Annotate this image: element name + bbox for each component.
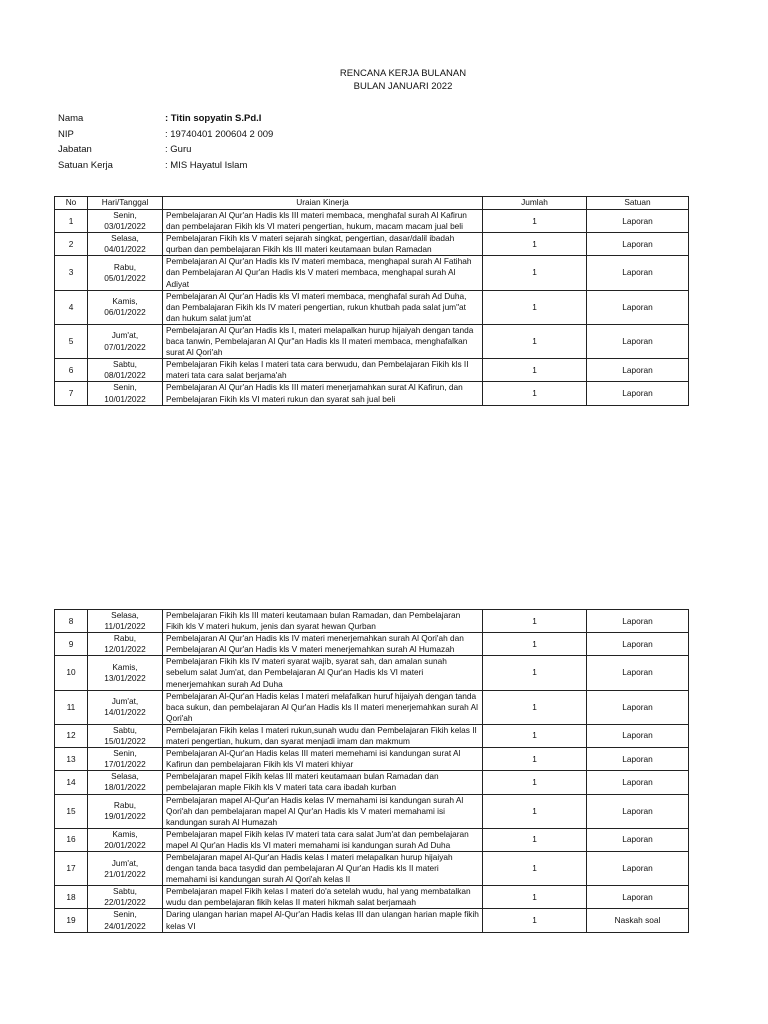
row-day: Kamis, (112, 661, 138, 672)
identity-label: NIP (58, 128, 74, 140)
row-number: 5 (55, 324, 88, 358)
row-description: Daring ulangan harian mapel Al-Qur'an Hadis kelas III dan ulangan harian maple fikih kelas VI (163, 909, 483, 932)
identity-row-jabatan (58, 142, 273, 158)
identity-label: Jabatan (58, 144, 92, 155)
table-row (55, 290, 689, 324)
row-day: Jum'at, (111, 330, 139, 341)
row-quantity: 1 (483, 256, 587, 290)
row-quantity: 1 (483, 382, 587, 405)
row-unit: Laporan (587, 324, 689, 358)
row-description: Pembelajaran Al Qur'an Hadis kls I, materi melapalkan hurup hijaiyah dengan tanda baca tanwin, Pembelajaran Al Qur"an Hadis kls II materi membaca, menghafalkan surat Al Qori'ah (163, 324, 483, 358)
column-header-quantity: Jumlah (483, 197, 587, 210)
row-day-date (88, 656, 163, 690)
table-row (55, 828, 689, 851)
row-date: 22/01/2022 (104, 897, 146, 908)
row-unit: Laporan (587, 690, 689, 724)
row-unit: Laporan (587, 633, 689, 656)
row-unit: Laporan (587, 886, 689, 909)
row-date: 07/01/2022 (104, 341, 146, 352)
document-title: RENCANA KERJA BULANAN (339, 68, 467, 79)
table-row (55, 656, 689, 690)
row-number: 9 (55, 633, 88, 656)
row-unit: Laporan (587, 794, 689, 828)
row-description: Pembelajaran Fikih kelas I materi rukun,sunah wudu dan Pembelajaran Fikih kelas II materi pengertian, hukum, dan syarat menjadi imam dan makmum (163, 724, 483, 747)
row-date: 19/01/2022 (104, 811, 146, 822)
row-unit: Laporan (587, 233, 689, 256)
row-date: 06/01/2022 (104, 307, 146, 318)
row-description: Pembelajaran mapel Fikih kelas IV materi tata cara salat Jum'at dan pembelajaran mapel Al Qur'an Hadis kls VI materi memahami isi kandungan surah Ad Duha (163, 828, 483, 851)
table-header-row (55, 197, 689, 210)
row-day: Sabtu, (113, 886, 137, 897)
row-quantity: 1 (483, 771, 587, 794)
row-date: 11/01/2022 (104, 621, 146, 632)
row-description: Pembelajaran Al Qur'an Hadis kls III materi membaca, menghafal surah Al Kafirun dan pembelajaran Fikih kls VI materi pengertian, hukum, macam macam jual beli (163, 210, 483, 233)
table-row (55, 382, 689, 405)
identity-row-nama (58, 111, 273, 127)
row-number: 15 (55, 794, 88, 828)
row-date: 14/01/2022 (104, 707, 146, 718)
table-row (55, 690, 689, 724)
row-day: Selasa, (111, 771, 139, 782)
table-row (55, 771, 689, 794)
row-quantity: 1 (483, 886, 587, 909)
column-header-unit: Satuan (587, 197, 689, 210)
row-quantity: 1 (483, 633, 587, 656)
row-day: Selasa, (111, 233, 139, 244)
row-description: Pembelajaran Fikih kls III materi keutamaan bulan Ramadan, dan Pembelajaran Fikih kls V materi hukum, jenis dan syarat hewan Qurban (163, 610, 483, 633)
identity-value: : Guru (165, 144, 192, 155)
row-date: 04/01/2022 (104, 244, 146, 255)
row-date: 20/01/2022 (104, 839, 146, 850)
identity-label: Nama (58, 113, 84, 124)
row-day-date (88, 633, 163, 656)
row-unit: Laporan (587, 256, 689, 290)
row-day: Jum'at, (111, 857, 139, 868)
row-description: Pembelajaran mapel Fikih kelas I materi do'a setelah wudu, hal yang membatalkan wudu dan pembelajaran fikih kelas II materi hikmah salat berjamaah (163, 886, 483, 909)
row-description: Pembelajaran Fikih kls IV materi syarat wajib, syarat sah, dan amalan sunah sebelum salat Jum'at, dan Pembelajaran Al Qur'an Hadis kls VI materi menerjemahkan surah Ad Duha (163, 656, 483, 690)
row-date: 03/01/2022 (104, 221, 146, 232)
row-number: 1 (55, 210, 88, 233)
row-date: 24/01/2022 (104, 920, 146, 931)
row-quantity: 1 (483, 233, 587, 256)
work-plan-table-page-2 (54, 609, 689, 933)
row-day-date (88, 771, 163, 794)
row-quantity: 1 (483, 851, 587, 885)
table-row (55, 324, 689, 358)
row-day-date (88, 290, 163, 324)
row-day-date (88, 724, 163, 747)
row-number: 18 (55, 886, 88, 909)
row-date: 10/01/2022 (104, 393, 146, 404)
row-quantity: 1 (483, 324, 587, 358)
row-day: Senin, (113, 748, 137, 759)
row-quantity: 1 (483, 909, 587, 932)
row-description: Pembelajaran Fikih kls V materi sejarah singkat, pengertian, dasar/dalil ibadah qurban dan pembelajaran Fikih kls III materi keutamaan bulan Ramadan (163, 233, 483, 256)
row-quantity: 1 (483, 290, 587, 324)
row-day: Sabtu, (113, 359, 137, 370)
row-unit: Laporan (587, 851, 689, 885)
row-day: Senin, (113, 909, 137, 920)
row-number: 3 (55, 256, 88, 290)
row-quantity: 1 (483, 828, 587, 851)
row-day-date (88, 382, 163, 405)
row-description: Pembelajaran mapel Fikih kelas III materi keutamaan bulan Ramadan dan pembelajaran maple Fikih kls V materi tata cara ibadah kurban (163, 771, 483, 794)
row-description: Pembelajaran mapel Al-Qur'an Hadis kelas I materi melapalkan hurup hijaiyah dengan tanda baca tasydid dan pembelajaran Al Qur'an Hadis kls II materi memahami isi kandungan surah Al Qori'ah kelas II (163, 851, 483, 885)
row-unit: Laporan (587, 610, 689, 633)
row-number: 17 (55, 851, 88, 885)
row-quantity: 1 (483, 724, 587, 747)
row-number: 6 (55, 359, 88, 382)
row-day: Rabu, (113, 800, 137, 811)
row-day: Rabu, (113, 261, 137, 272)
identity-value: : 19740401 200604 2 009 (165, 128, 274, 140)
row-unit: Laporan (587, 290, 689, 324)
row-quantity: 1 (483, 656, 587, 690)
row-number: 14 (55, 771, 88, 794)
row-number: 8 (55, 610, 88, 633)
row-description: Pembelajaran Al Qur'an Hadis kls VI materi membaca, menghafal surah Ad Duha, dan Pembalajaran Fikih kls IV materi pengertian, rukun khutbah pada salat jum"at dan hukum salat jum'at (163, 290, 483, 324)
row-number: 7 (55, 382, 88, 405)
table-row (55, 610, 689, 633)
table-row (55, 794, 689, 828)
row-day: Sabtu, (113, 724, 137, 735)
row-unit: Laporan (587, 382, 689, 405)
row-day-date (88, 359, 163, 382)
row-description: Pembelajaran mapel Al-Qur'an Hadis kelas IV memahami isi kandungan surah Al Qori'ah dan pembelajaran mapel Al Qur'an Hadis kls V materi memahami isi kandungan surah Al Humazah (163, 794, 483, 828)
table-row (55, 724, 689, 747)
row-number: 11 (55, 690, 88, 724)
row-unit: Laporan (587, 771, 689, 794)
row-date: 05/01/2022 (104, 273, 146, 284)
row-unit: Laporan (587, 748, 689, 771)
row-number: 16 (55, 828, 88, 851)
row-number: 19 (55, 909, 88, 932)
row-quantity: 1 (483, 748, 587, 771)
row-date: 12/01/2022 (104, 644, 146, 655)
table-row (55, 633, 689, 656)
work-plan-table-page-1 (54, 196, 689, 406)
row-date: 08/01/2022 (104, 370, 146, 381)
row-number: 13 (55, 748, 88, 771)
row-day-date (88, 909, 163, 932)
identity-block (58, 111, 273, 173)
row-quantity: 1 (483, 794, 587, 828)
row-description: Pembelajaran Al Qur'an Hadis kls III materi menerjamahkan surat Al Kafirun, dan Pembelajaran Fikih kls VI materi rukun dan syarat sah jual beli (163, 382, 483, 405)
row-description: Pembelajaran Al Qur'an Hadis kls IV materi menerjemahkan surah Al Qori'ah dan Pembelajaran Al Qur'an Hadis kls V materi menerjemahkan surah Al Humazah (163, 633, 483, 656)
row-day-date (88, 690, 163, 724)
table-row (55, 909, 689, 932)
row-date: 18/01/2022 (104, 782, 146, 793)
row-day-date (88, 210, 163, 233)
row-number: 12 (55, 724, 88, 747)
row-day-date (88, 851, 163, 885)
table-row (55, 359, 689, 382)
row-day: Kamis, (112, 296, 138, 307)
identity-row-satuan-kerja (58, 158, 273, 174)
row-day: Selasa, (111, 610, 139, 620)
row-number: 4 (55, 290, 88, 324)
row-day-date (88, 886, 163, 909)
row-day-date (88, 794, 163, 828)
identity-row-nip (58, 127, 273, 143)
row-day-date (88, 233, 163, 256)
table-row (55, 748, 689, 771)
row-day-date (88, 828, 163, 851)
row-day: Rabu, (113, 633, 137, 644)
row-unit: Laporan (587, 359, 689, 382)
row-day: Senin, (113, 382, 137, 393)
row-quantity: 1 (483, 359, 587, 382)
row-number: 10 (55, 656, 88, 690)
row-description: Pembelajaran Al-Qur'an Hadis kelas III materi memehami isi kandungan surat Al Kafirun dan pembelajaran Fikih kls VI materi khiyar (163, 748, 483, 771)
row-quantity: 1 (483, 210, 587, 233)
row-date: 15/01/2022 (104, 736, 146, 747)
column-header-day-date: Hari/Tanggal (88, 197, 163, 210)
row-day-date (88, 324, 163, 358)
column-header-description: Uraian Kinerja (163, 197, 483, 210)
row-day-date (88, 256, 163, 290)
table-row (55, 886, 689, 909)
row-date: 13/01/2022 (104, 673, 146, 684)
row-day-date (88, 748, 163, 771)
table-body (55, 610, 689, 933)
row-description: Pembelajaran Fikih kelas I materi tata cara berwudu, dan Pembelajaran Fikih kls II materi tata cara salat berjama'ah (163, 359, 483, 382)
row-unit: Laporan (587, 828, 689, 851)
row-unit: Naskah soal (587, 909, 689, 932)
row-description: Pembelajaran Al-Qur'an Hadis kelas I materi melafalkan huruf hijaiyah dengan tanda baca sukun, dan pembelajaran Al Qur'an Hadis kls II materi menerjemahkan surah Al Qori'ah (163, 690, 483, 724)
row-date: 21/01/2022 (104, 868, 146, 879)
row-day: Jum'at, (111, 696, 139, 707)
table-row (55, 256, 689, 290)
column-header-no: No (55, 197, 88, 210)
row-number: 2 (55, 233, 88, 256)
row-day-date (88, 610, 163, 633)
row-day: Senin, (113, 210, 137, 220)
document-subtitle: BULAN JANUARI 2022 (353, 81, 453, 92)
table-row (55, 210, 689, 233)
table-row (55, 233, 689, 256)
row-unit: Laporan (587, 210, 689, 233)
table-body (55, 210, 689, 406)
identity-label: Satuan Kerja (58, 159, 113, 171)
row-quantity: 1 (483, 690, 587, 724)
row-date: 17/01/2022 (104, 759, 146, 770)
identity-value: : MIS Hayatul Islam (165, 159, 248, 171)
row-unit: Laporan (587, 724, 689, 747)
row-unit: Laporan (587, 656, 689, 690)
row-day: Kamis, (112, 828, 138, 839)
identity-value: : Titin sopyatin S.Pd.I (165, 113, 262, 124)
row-description: Pembelajaran Al Qur'an Hadis kls IV materi membaca, menghapal surah Al Fatihah dan Pembelajaran Al Qur'an Hadis kls V materi membaca, menghapal surah Al Adiyat (163, 256, 483, 290)
table-row (55, 851, 689, 885)
row-quantity: 1 (483, 610, 587, 633)
